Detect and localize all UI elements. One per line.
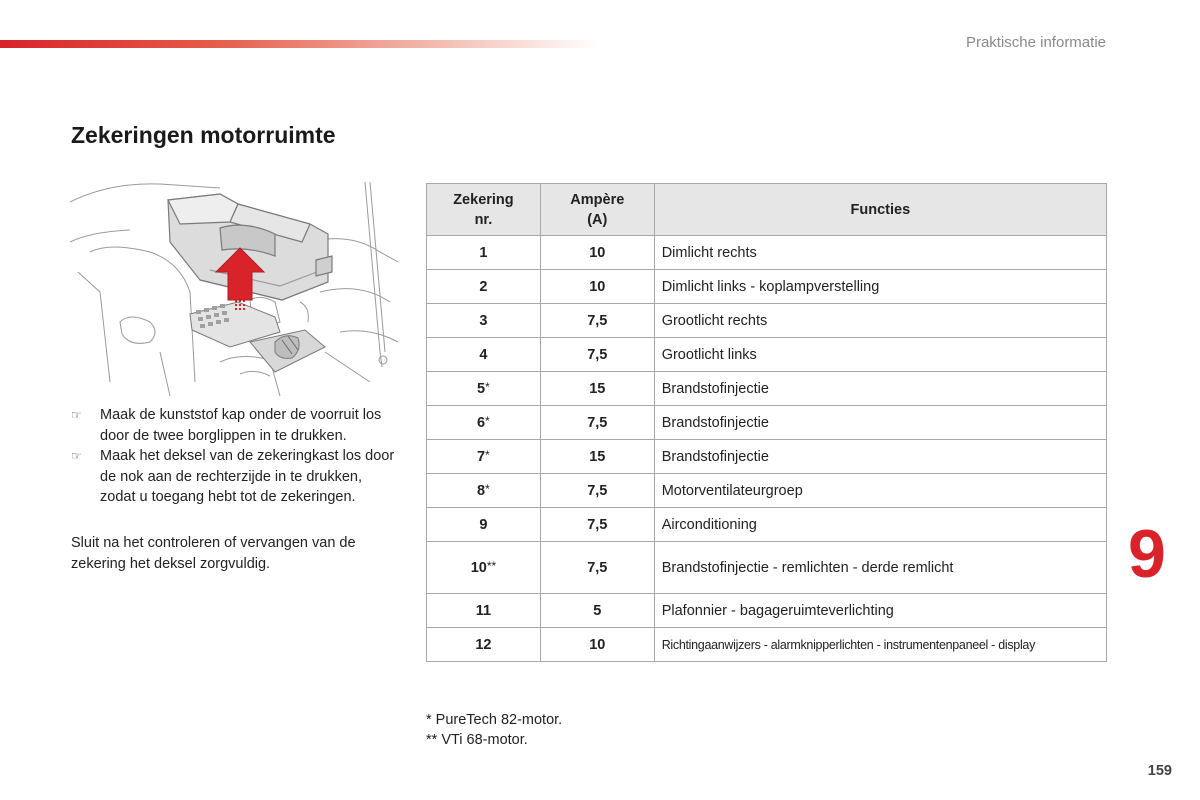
fuse-ampere: 5 xyxy=(540,594,654,628)
fuse-function: Dimlicht rechts xyxy=(654,236,1106,270)
fuse-function: Brandstofinjectie - remlichten - derde remlicht xyxy=(654,542,1106,594)
section-name: Praktische informatie xyxy=(965,34,1106,51)
fuse-function: Brandstofinjectie xyxy=(654,372,1106,406)
header-functions: Functies xyxy=(654,184,1106,236)
footnote: ** VTi 68-motor. xyxy=(426,732,528,748)
header-ampere: Ampère (A) xyxy=(540,184,654,236)
table-row xyxy=(427,542,1107,594)
header-accent-bar xyxy=(0,40,600,48)
pointing-finger-icon: ☞ xyxy=(71,449,82,463)
fuse-number: 12 xyxy=(427,628,541,662)
fuse-number: 9 xyxy=(427,508,541,542)
table-row xyxy=(427,406,1107,440)
fuse-function: Motorventilateurgroep xyxy=(654,474,1106,508)
table-row xyxy=(427,474,1107,508)
fuse-ampere: 7,5 xyxy=(540,508,654,542)
table-row xyxy=(427,338,1107,372)
closing-note: Sluit na het controleren of vervangen van de zekering het deksel zorgvuldig. xyxy=(71,535,356,572)
instruction-step-text: Maak de kunststof kap onder de voorruit los door de twee borglippen in te drukken. xyxy=(100,407,382,444)
fuse-ampere: 7,5 xyxy=(540,304,654,338)
fuse-table-header xyxy=(427,184,1107,236)
engine-fusebox-illustration xyxy=(70,182,398,396)
fuse-ampere: 7,5 xyxy=(540,474,654,508)
fuse-function: Plafonnier - bagageruimteverlichting xyxy=(654,594,1106,628)
header-fuse-number: Zekering nr. xyxy=(427,184,541,236)
fuse-ampere: 10 xyxy=(540,628,654,662)
fuse-ampere: 10 xyxy=(540,270,654,304)
fuse-ampere: 10 xyxy=(540,236,654,270)
instruction-steps xyxy=(71,405,401,508)
fuse-table xyxy=(426,183,1107,662)
fuse-function: Brandstofinjectie xyxy=(654,406,1106,440)
fuse-number: 11 xyxy=(427,594,541,628)
fuse-number: 6* xyxy=(427,406,541,440)
fuse-number: 1 xyxy=(427,236,541,270)
pointing-finger-icon: ☞ xyxy=(71,408,82,422)
page-number: 159 xyxy=(1147,763,1172,779)
table-row xyxy=(427,270,1107,304)
fuse-number: 7* xyxy=(427,440,541,474)
page-title: Zekeringen motorruimte xyxy=(71,122,336,148)
table-row xyxy=(427,594,1107,628)
fuse-function: Grootlicht links xyxy=(654,338,1106,372)
footnote: * PureTech 82-motor. xyxy=(426,712,563,728)
fuse-function: Brandstofinjectie xyxy=(654,440,1106,474)
fuse-number: 2 xyxy=(427,270,541,304)
fuse-function: Dimlicht links - koplampverstelling xyxy=(654,270,1106,304)
fuse-ampere: 7,5 xyxy=(540,542,654,594)
fuse-number: 4 xyxy=(427,338,541,372)
fuse-function: Grootlicht rechts xyxy=(654,304,1106,338)
instruction-step xyxy=(71,446,401,508)
fuse-ampere: 7,5 xyxy=(540,338,654,372)
fuse-number: 5* xyxy=(427,372,541,406)
fuse-ampere: 15 xyxy=(540,372,654,406)
table-row xyxy=(427,372,1107,406)
fuse-ampere: 15 xyxy=(540,440,654,474)
table-row xyxy=(427,508,1107,542)
table-row xyxy=(427,304,1107,338)
fuse-number: 10** xyxy=(427,542,541,594)
table-row xyxy=(427,440,1107,474)
table-row xyxy=(427,628,1107,662)
instruction-step xyxy=(71,405,401,446)
footnotes xyxy=(426,710,562,750)
table-row xyxy=(427,236,1107,270)
fuse-ampere: 7,5 xyxy=(540,406,654,440)
instruction-step-text: Maak het deksel van de zekeringkast los door de nok aan de rechterzijde in te drukken, zodat u toegang hebt tot de zekeringen. xyxy=(100,448,395,505)
chapter-number: 9 xyxy=(1128,516,1166,592)
fuse-function: Airconditioning xyxy=(654,508,1106,542)
fuse-number: 3 xyxy=(427,304,541,338)
fuse-number: 8* xyxy=(427,474,541,508)
fuse-function: Richtingaanwijzers - alarmknipperlichten - instrumentenpaneel - display xyxy=(654,628,1106,662)
